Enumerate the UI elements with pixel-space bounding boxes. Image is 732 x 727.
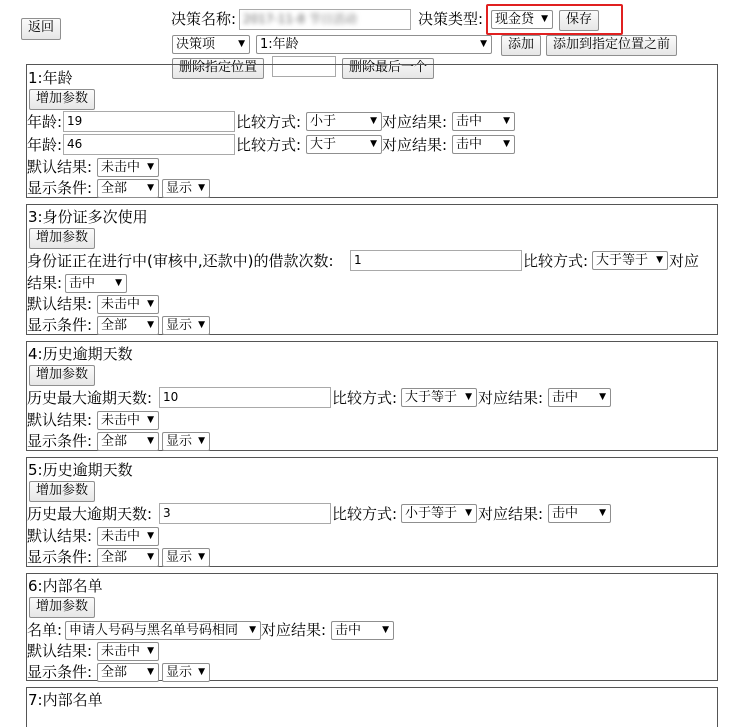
- chevron-down-icon: ▼: [198, 667, 205, 677]
- delete-at-position-button[interactable]: 删除指定位置: [172, 58, 264, 79]
- default-result-select[interactable]: [97, 527, 159, 546]
- panel-overdue-days: [26, 341, 718, 451]
- chevron-down-icon: ▼: [249, 625, 256, 635]
- default-result-value: 未击中: [101, 160, 141, 175]
- chevron-down-icon: ▼: [147, 299, 154, 309]
- chevron-down-icon: ▼: [147, 646, 154, 656]
- default-result-select[interactable]: [97, 158, 159, 177]
- compare-label: 比较方式:: [236, 136, 302, 154]
- add-param-button[interactable]: 增加参数: [29, 228, 95, 249]
- chevron-down-icon: ▼: [238, 39, 245, 49]
- panel-internal-list: [26, 573, 718, 681]
- default-result-select[interactable]: [97, 295, 159, 314]
- chevron-down-icon: ▼: [503, 116, 510, 126]
- display-value: 显示: [166, 665, 193, 680]
- age-label: 年龄:: [27, 136, 63, 154]
- compare-value: 大于等于: [405, 390, 458, 405]
- display-value: 显示: [166, 434, 193, 449]
- chevron-down-icon: ▼: [599, 392, 606, 402]
- display-cond-select[interactable]: [97, 548, 159, 567]
- display-select[interactable]: [162, 663, 210, 682]
- chevron-down-icon: ▼: [198, 552, 205, 562]
- panel-title: 1:年龄: [28, 69, 73, 87]
- id-loan-count-input[interactable]: 1: [350, 250, 522, 271]
- default-result-select[interactable]: [97, 642, 159, 661]
- result-value: 击中: [69, 276, 96, 291]
- max-overdue-input[interactable]: 3: [159, 503, 331, 524]
- delete-last-button[interactable]: 删除最后一个: [342, 58, 434, 79]
- compare-label: 比较方式:: [332, 389, 398, 407]
- display-cond-label: 显示条件:: [27, 179, 93, 197]
- max-overdue-label: 历史最大逾期天数:: [27, 389, 153, 407]
- result-label-part1: 对应: [669, 252, 700, 270]
- add-param-button[interactable]: 增加参数: [29, 365, 95, 386]
- chevron-down-icon: ▼: [147, 162, 154, 172]
- compare-label: 比较方式:: [236, 113, 302, 131]
- compare-select[interactable]: [592, 251, 668, 270]
- decision-name-value: 2017-11-8 节日活动: [243, 12, 357, 26]
- result-select[interactable]: [452, 135, 515, 154]
- compare-select[interactable]: [306, 135, 382, 154]
- chevron-down-icon: ▼: [147, 320, 154, 330]
- display-cond-select[interactable]: [97, 179, 159, 198]
- default-result-label: 默认结果:: [27, 642, 93, 660]
- chevron-down-icon: ▼: [541, 14, 548, 24]
- display-cond-select[interactable]: [97, 432, 159, 451]
- compare-value: 小于等于: [405, 506, 458, 521]
- panel-overdue-days: [26, 457, 718, 567]
- result-select[interactable]: [548, 388, 611, 407]
- age-label: 年龄:: [27, 113, 63, 131]
- chevron-down-icon: ▼: [465, 508, 472, 518]
- result-value: 击中: [335, 623, 362, 638]
- display-cond-select[interactable]: [97, 316, 159, 335]
- list-label: 名单:: [27, 621, 63, 639]
- result-value: 击中: [456, 114, 483, 129]
- result-select[interactable]: [331, 621, 394, 640]
- default-result-value: 未击中: [101, 529, 141, 544]
- panel-id-multi-use: [26, 204, 718, 335]
- display-cond-value: 全部: [101, 550, 128, 565]
- result-label: 对应结果:: [382, 136, 448, 154]
- chevron-down-icon: ▼: [370, 116, 377, 126]
- compare-label: 比较方式:: [523, 252, 589, 270]
- result-label: 对应结果:: [478, 389, 544, 407]
- panel-title: 4:历史逾期天数: [28, 345, 133, 363]
- chevron-down-icon: ▼: [599, 508, 606, 518]
- chevron-down-icon: ▼: [465, 392, 472, 402]
- default-result-label: 默认结果:: [27, 527, 93, 545]
- chevron-down-icon: ▼: [198, 320, 205, 330]
- default-result-value: 未击中: [101, 644, 141, 659]
- item-type-value: 决策项: [176, 37, 216, 52]
- result-select[interactable]: [452, 112, 515, 131]
- result-label-part2: 结果:: [27, 274, 63, 292]
- item-select[interactable]: [256, 35, 492, 54]
- chevron-down-icon: ▼: [147, 531, 154, 541]
- default-result-label: 默认结果:: [27, 295, 93, 313]
- add-button[interactable]: 添加: [501, 35, 541, 56]
- item-value: 1:年龄: [260, 37, 299, 52]
- default-result-label: 默认结果:: [27, 411, 93, 429]
- chevron-down-icon: ▼: [147, 552, 154, 562]
- panel-title: 3:身份证多次使用: [28, 208, 148, 226]
- default-result-value: 未击中: [101, 413, 141, 428]
- compare-value: 大于等于: [596, 253, 649, 268]
- display-cond-label: 显示条件:: [27, 663, 93, 681]
- result-value: 击中: [552, 390, 579, 405]
- display-cond-value: 全部: [101, 318, 128, 333]
- panel-age: [26, 64, 718, 198]
- id-loan-count-label: 身份证正在进行中(审核中,还款中)的借款次数:: [27, 252, 334, 270]
- display-cond-label: 显示条件:: [27, 548, 93, 566]
- save-button[interactable]: 保存: [559, 10, 599, 31]
- panel-title: 5:历史逾期天数: [28, 461, 133, 479]
- display-cond-label: 显示条件:: [27, 316, 93, 334]
- display-value: 显示: [166, 318, 193, 333]
- chevron-down-icon: ▼: [115, 278, 122, 288]
- max-overdue-label: 历史最大逾期天数:: [27, 505, 153, 523]
- result-select[interactable]: [548, 504, 611, 523]
- list-select[interactable]: [65, 621, 261, 640]
- display-select[interactable]: [162, 179, 210, 198]
- chevron-down-icon: ▼: [147, 436, 154, 446]
- chevron-down-icon: ▼: [656, 255, 663, 265]
- chevron-down-icon: ▼: [382, 625, 389, 635]
- chevron-down-icon: ▼: [147, 415, 154, 425]
- display-cond-select[interactable]: [97, 663, 159, 682]
- display-cond-value: 全部: [101, 434, 128, 449]
- panel-title: 6:内部名单: [28, 577, 103, 595]
- max-overdue-input[interactable]: 10: [159, 387, 331, 408]
- default-result-select[interactable]: [97, 411, 159, 430]
- display-value: 显示: [166, 181, 193, 196]
- display-cond-value: 全部: [101, 665, 128, 680]
- result-select[interactable]: [65, 274, 127, 293]
- result-value: 击中: [456, 137, 483, 152]
- result-label: 对应结果:: [261, 621, 327, 639]
- chevron-down-icon: ▼: [198, 436, 205, 446]
- display-select[interactable]: [162, 316, 210, 335]
- back-button[interactable]: 返回: [21, 18, 61, 40]
- compare-label: 比较方式:: [332, 505, 398, 523]
- add-param-button[interactable]: 增加参数: [29, 89, 95, 110]
- decision-type-label: 决策类型:: [418, 10, 484, 28]
- decision-type-value: 现金贷: [495, 12, 535, 27]
- compare-select[interactable]: [306, 112, 382, 131]
- age-input[interactable]: 19: [63, 111, 235, 132]
- chevron-down-icon: ▼: [370, 139, 377, 149]
- list-value: 申请人号码与黑名单号码相同: [69, 623, 239, 638]
- display-select[interactable]: [162, 548, 210, 567]
- result-label: 对应结果:: [382, 113, 448, 131]
- compare-value: 大于: [310, 137, 337, 152]
- highlight-box: [486, 4, 623, 35]
- result-value: 击中: [552, 506, 579, 521]
- item-type-select[interactable]: [172, 35, 250, 54]
- age-input[interactable]: 46: [63, 134, 235, 155]
- add-before-button[interactable]: 添加到指定位置之前: [546, 35, 677, 56]
- add-param-button[interactable]: 增加参数: [29, 481, 95, 502]
- decision-name-label: 决策名称:: [171, 10, 237, 28]
- default-result-label: 默认结果:: [27, 158, 93, 176]
- display-value: 显示: [166, 550, 193, 565]
- panel-internal-list: [26, 687, 718, 727]
- chevron-down-icon: ▼: [503, 139, 510, 149]
- chevron-down-icon: ▼: [198, 183, 205, 193]
- decision-name-input[interactable]: [239, 9, 411, 30]
- display-cond-value: 全部: [101, 181, 128, 196]
- add-param-button[interactable]: 增加参数: [29, 597, 95, 618]
- default-result-value: 未击中: [101, 297, 141, 312]
- display-cond-label: 显示条件:: [27, 432, 93, 450]
- chevron-down-icon: ▼: [147, 667, 154, 677]
- compare-select[interactable]: [401, 388, 477, 407]
- compare-select[interactable]: [401, 504, 477, 523]
- result-label: 对应结果:: [478, 505, 544, 523]
- compare-value: 小于: [310, 114, 337, 129]
- panel-title: 7:内部名单: [28, 691, 103, 709]
- display-select[interactable]: [162, 432, 210, 451]
- chevron-down-icon: ▼: [147, 183, 154, 193]
- chevron-down-icon: ▼: [480, 39, 487, 49]
